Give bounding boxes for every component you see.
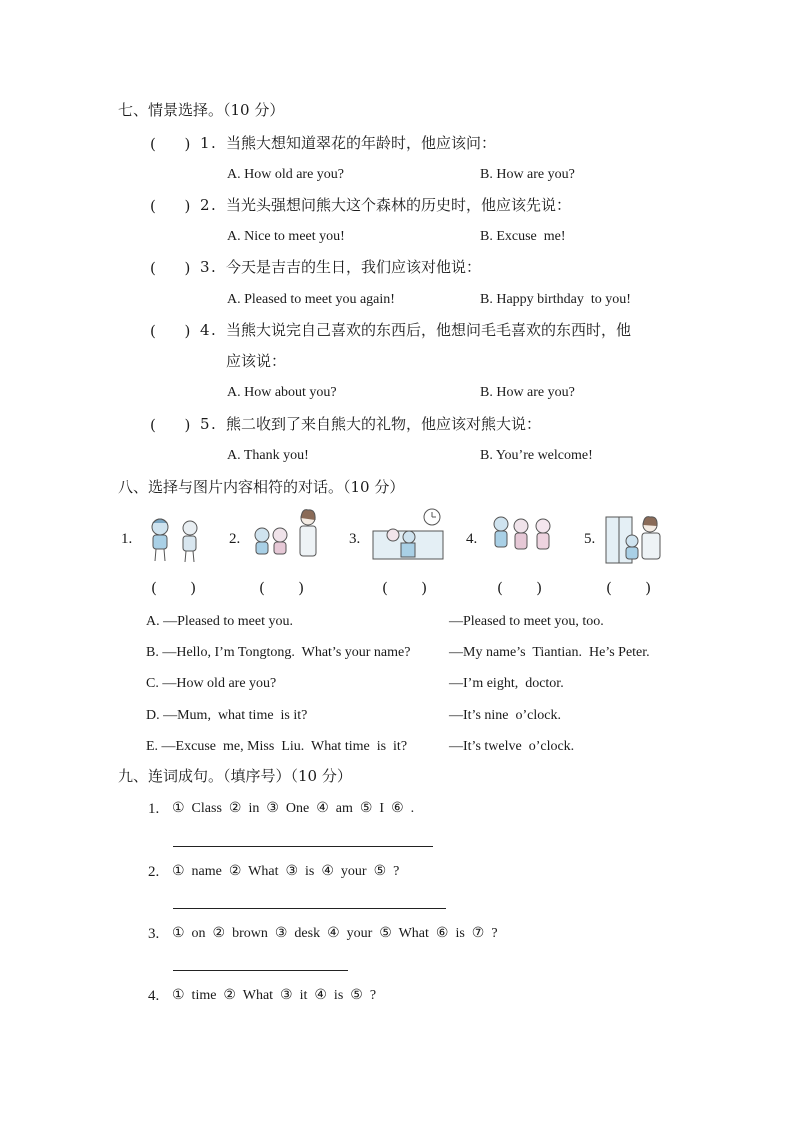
word-choices: ① time ② What ③ it ④ is ⑤ ? [172,988,377,1003]
option-b: B. How are you? [480,385,575,400]
answer-paren-8-1[interactable]: ( ) [151,579,197,597]
answer-line-9-3[interactable] [173,970,348,971]
option-a: A. How old are you? [227,167,345,182]
answer-paren-8-2[interactable]: ( ) [259,579,305,597]
question-number: 1. [148,801,160,817]
question-stem-continued: 应该说： [226,352,287,370]
question-number: 1 [200,134,210,152]
picture-5-teacher-child-classroom-illustration [604,513,670,567]
picture-label-1: 1. [121,531,133,547]
answer-paren-8-5[interactable]: ( ) [606,579,652,597]
answer-paren-7-1[interactable]: ( ) [150,135,191,153]
question-stem: 当熊大想知道翠花的年龄时，他应该问： [226,134,497,152]
picture-1-two-kids-illustration [143,515,209,567]
dialog-response: —Pleased to meet you, too. [449,614,604,629]
question-number: 5 [200,415,210,433]
answer-line-9-1[interactable] [173,846,433,847]
dot: . [211,321,216,339]
dialog-response: —It’s twelve o’clock. [449,739,575,754]
question-number: 2. [148,864,160,880]
dot: . [211,258,216,276]
picture-2-kids-and-doctor-illustration [250,508,328,562]
picture-label-4: 4. [466,531,478,547]
dot: . [211,134,216,152]
question-number: 4. [148,988,160,1004]
option-a: A. Nice to meet you! [227,229,345,244]
answer-paren-8-3[interactable]: ( ) [382,579,428,597]
section-7-title: 七、情景选择。（10 分） [118,101,285,119]
dot: . [211,196,216,214]
question-number: 3 [200,258,210,276]
dot: . [211,415,216,433]
picture-label-3: 3. [349,531,361,547]
word-choices: ① name ② What ③ is ④ your ⑤ ? [172,864,400,879]
question-stem: 当熊大说完自己喜欢的东西后，他想问毛毛喜欢的东西时，他 [226,321,632,339]
question-stem: 当光头强想问熊大这个森林的历史时，他应该先说： [226,196,572,214]
picture-3-mum-child-clock-illustration [371,505,447,563]
dialog-response: —It’s nine o’clock. [449,708,561,723]
answer-paren-7-3[interactable]: ( ) [150,259,191,277]
answer-paren-7-4[interactable]: ( ) [150,322,191,340]
dialog-response: —My name’s Tiantian. He’s Peter. [449,645,650,660]
dialog-response: —I’m eight, doctor. [449,676,564,691]
word-choices: ① on ② brown ③ desk ④ your ⑤ What ⑥ is ⑦ ? [172,926,498,941]
answer-line-9-2[interactable] [173,908,446,909]
word-choices: ① Class ② in ③ One ④ am ⑤ I ⑥ . [172,801,415,816]
picture-label-2: 2. [229,531,241,547]
option-a: A. Thank you! [227,448,309,463]
answer-paren-7-5[interactable]: ( ) [150,416,191,434]
dialog-question: B. —Hello, I’m Tongtong. What’s your name? [146,645,411,660]
question-stem: 熊二收到了来自熊大的礼物，他应该对熊大说： [226,415,542,433]
question-stem: 今天是吉吉的生日，我们应该对他说： [226,258,482,276]
answer-paren-8-4[interactable]: ( ) [497,579,543,597]
option-b: B. You’re welcome! [480,448,593,463]
section-8-title: 八、选择与图片内容相符的对话。（10 分） [118,478,405,496]
dialog-question: A. —Pleased to meet you. [146,614,293,629]
option-a: A. Pleased to meet you again! [227,292,395,307]
option-b: B. How are you? [480,167,575,182]
option-a: A. How about you? [227,385,337,400]
picture-label-5: 5. [584,531,596,547]
picture-4-three-kids-illustration [487,512,559,560]
question-number: 3. [148,926,160,942]
question-number: 4 [200,321,210,339]
question-number: 2 [200,196,210,214]
dialog-question: E. —Excuse me, Miss Liu. What time is it? [146,739,408,754]
dialog-question: D. —Mum, what time is it? [146,708,308,723]
dialog-question: C. —How old are you? [146,676,277,691]
option-b: B. Excuse me! [480,229,566,244]
answer-paren-7-2[interactable]: ( ) [150,197,191,215]
option-b: B. Happy birthday to you! [480,292,631,307]
section-9-title: 九、连词成句。（填序号）（10 分） [118,767,352,785]
